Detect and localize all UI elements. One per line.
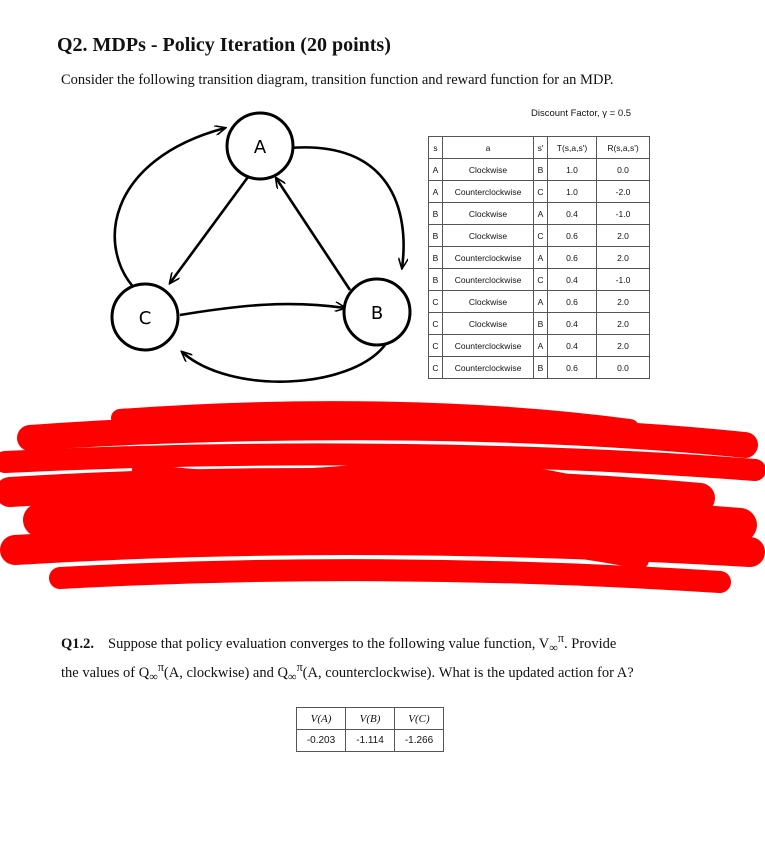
question-heading: Q2. MDPs - Policy Iteration (20 points) bbox=[57, 34, 391, 56]
cell-reward: -1.0 bbox=[597, 203, 650, 225]
cell-a: Clockwise bbox=[443, 159, 534, 181]
cell-s: A bbox=[429, 181, 443, 203]
header-s-prime: s' bbox=[534, 137, 548, 159]
intro-text: Consider the following transition diagram, transition function and reward function for an MDP. bbox=[61, 72, 614, 88]
cell-transition: 0.6 bbox=[548, 357, 597, 379]
red-scribble-redaction bbox=[0, 400, 765, 600]
cell-s: B bbox=[429, 203, 443, 225]
table-row bbox=[429, 247, 650, 269]
edge-a-to-b-outer bbox=[290, 147, 404, 268]
value-c: -1.266 bbox=[395, 730, 444, 752]
cell-a: Clockwise bbox=[443, 203, 534, 225]
node-b-label: B bbox=[370, 303, 384, 324]
q12-sub-inf-3: ∞ bbox=[287, 669, 297, 684]
q12-text-2a: the values of Q bbox=[61, 664, 150, 681]
cell-s: B bbox=[429, 247, 443, 269]
cell-a: Clockwise bbox=[443, 225, 534, 247]
table-row bbox=[429, 313, 650, 335]
node-c-label: C bbox=[138, 308, 152, 329]
cell-s-prime: C bbox=[534, 225, 548, 247]
cell-reward: 0.0 bbox=[597, 357, 650, 379]
table-row bbox=[429, 269, 650, 291]
cell-reward: 2.0 bbox=[597, 313, 650, 335]
header-reward: R(s,a,s') bbox=[597, 137, 650, 159]
cell-a: Counterclockwise bbox=[443, 269, 534, 291]
q12-text-2b: (A, clockwise) and Q bbox=[163, 664, 288, 681]
cell-transition: 0.4 bbox=[548, 313, 597, 335]
cell-s-prime: A bbox=[534, 335, 548, 357]
cell-s: C bbox=[429, 313, 443, 335]
transition-diagram bbox=[100, 100, 430, 400]
edge-c-to-b-inner bbox=[180, 304, 345, 315]
cell-a: Counterclockwise bbox=[443, 335, 534, 357]
table-row bbox=[429, 225, 650, 247]
header-transition: T(s,a,s') bbox=[548, 137, 597, 159]
cell-a: Clockwise bbox=[443, 313, 534, 335]
cell-s: B bbox=[429, 225, 443, 247]
node-c bbox=[112, 284, 178, 350]
cell-transition: 0.4 bbox=[548, 269, 597, 291]
table-row bbox=[429, 159, 650, 181]
value-function-table bbox=[296, 707, 444, 752]
q12-number: Q1.2. bbox=[61, 635, 95, 652]
cell-a: Clockwise bbox=[443, 291, 534, 313]
edge-b-to-c-outer bbox=[182, 345, 385, 382]
value-header-a: V(A) bbox=[297, 708, 346, 730]
cell-reward: 2.0 bbox=[597, 247, 650, 269]
value-row bbox=[297, 730, 444, 752]
q12-sup-pi-3: π bbox=[296, 659, 303, 674]
cell-transition: 0.6 bbox=[548, 225, 597, 247]
value-b: -1.114 bbox=[346, 730, 395, 752]
edge-b-to-a-inner bbox=[276, 178, 350, 290]
q12-sup-pi-1: π bbox=[557, 631, 564, 645]
value-header-c: V(C) bbox=[395, 708, 444, 730]
value-header-row bbox=[297, 708, 444, 730]
value-header-b: V(B) bbox=[346, 708, 395, 730]
cell-transition: 0.4 bbox=[548, 203, 597, 225]
q12-sub-inf-2: ∞ bbox=[149, 669, 158, 684]
cell-reward: 2.0 bbox=[597, 335, 650, 357]
cell-s-prime: B bbox=[534, 357, 548, 379]
table-row bbox=[429, 335, 650, 357]
node-a bbox=[227, 113, 293, 179]
cell-reward: -1.0 bbox=[597, 269, 650, 291]
q12-text-2c: (A, counterclockwise). What is the updated action for A? bbox=[302, 664, 634, 681]
q12-sup-pi-2: π bbox=[157, 659, 164, 674]
q12-line-2 bbox=[61, 658, 701, 687]
q12-sub-inf-1: ∞ bbox=[549, 640, 558, 655]
table-row bbox=[429, 357, 650, 379]
discount-factor-label: Discount Factor, γ = 0.5 bbox=[531, 108, 632, 119]
cell-reward: -2.0 bbox=[597, 181, 650, 203]
header-a: a bbox=[443, 137, 534, 159]
cell-a: Counterclockwise bbox=[443, 181, 534, 203]
cell-a: Counterclockwise bbox=[443, 357, 534, 379]
cell-reward: 2.0 bbox=[597, 291, 650, 313]
cell-s: A bbox=[429, 159, 443, 181]
cell-s-prime: A bbox=[534, 247, 548, 269]
cell-s-prime: C bbox=[534, 269, 548, 291]
cell-transition: 0.6 bbox=[548, 291, 597, 313]
cell-s-prime: C bbox=[534, 181, 548, 203]
cell-s: B bbox=[429, 269, 443, 291]
node-b bbox=[344, 279, 410, 345]
cell-reward: 2.0 bbox=[597, 225, 650, 247]
cell-s-prime: B bbox=[534, 159, 548, 181]
table-row bbox=[429, 291, 650, 313]
cell-reward: 0.0 bbox=[597, 159, 650, 181]
q12-text-1-end: . Provide bbox=[564, 635, 617, 652]
question-1-2 bbox=[61, 629, 701, 686]
transition-table bbox=[428, 136, 650, 379]
edge-a-to-c-inner bbox=[170, 177, 248, 283]
q12-text-1: Suppose that policy evaluation converges to the following value function, V bbox=[108, 635, 550, 652]
value-a: -0.203 bbox=[297, 730, 346, 752]
table-header-row bbox=[429, 137, 650, 159]
cell-transition: 0.6 bbox=[548, 247, 597, 269]
cell-s-prime: B bbox=[534, 313, 548, 335]
cell-transition: 1.0 bbox=[548, 159, 597, 181]
cell-a: Counterclockwise bbox=[443, 247, 534, 269]
edge-c-to-a-outer bbox=[115, 128, 225, 292]
header-s: s bbox=[429, 137, 443, 159]
table-row bbox=[429, 181, 650, 203]
cell-s: C bbox=[429, 357, 443, 379]
cell-s-prime: A bbox=[534, 291, 548, 313]
cell-transition: 1.0 bbox=[548, 181, 597, 203]
cell-s: C bbox=[429, 335, 443, 357]
cell-transition: 0.4 bbox=[548, 335, 597, 357]
cell-s: C bbox=[429, 291, 443, 313]
cell-s-prime: A bbox=[534, 203, 548, 225]
table-row bbox=[429, 203, 650, 225]
node-a-label: A bbox=[253, 137, 267, 158]
q12-line-1 bbox=[61, 629, 701, 658]
